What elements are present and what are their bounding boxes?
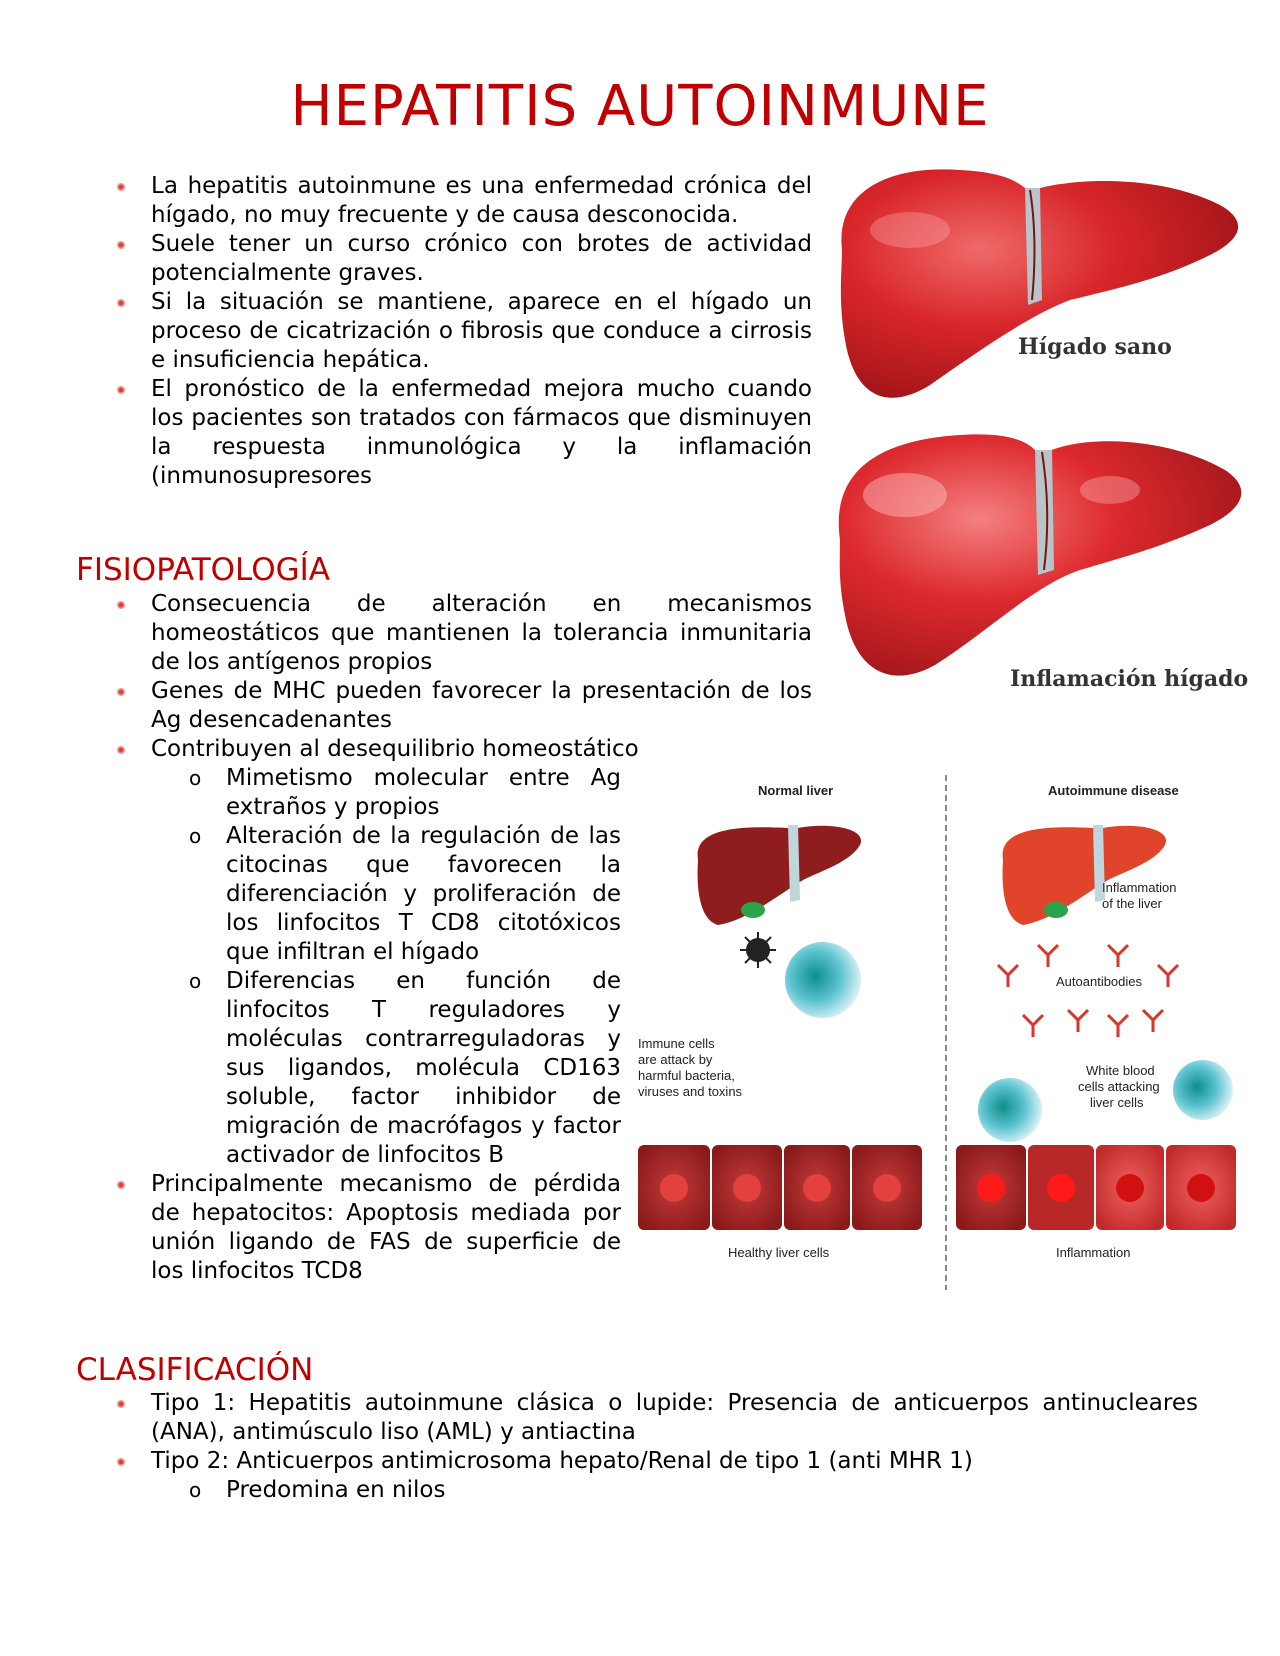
list-item: Tipo 1: Hepatitis autoinmune clásica o lupide: Presencia de anticuerpos antinucleares (ANA), antimúsculo liso (AML) y antiactina [76,1389,1198,1447]
red-dot-bullet-icon [114,1170,128,1199]
healthy-liver-cells-icon [638,1145,922,1230]
red-dot-bullet-icon [114,375,128,404]
healthy-liver-icon [841,169,1238,397]
sub-list [76,1476,1198,1505]
circle-bullet-icon: o [189,969,202,993]
immune-label-2: are attack by [638,1052,713,1067]
red-dot-bullet-icon [114,230,128,259]
normal-liver-title: Normal liver [758,783,834,798]
normal-liver-icon [698,825,862,925]
section-heading-fisiopatologia: FISIOPATOLOGÍA [76,552,330,588]
autoimmune-diagram [638,770,1258,1290]
liver-illustration [830,160,1260,708]
immune-label-1: Immune cells [638,1036,715,1051]
red-dot-bullet-icon [114,288,128,317]
sub-list [76,764,621,1170]
circle-bullet-icon: o [189,824,202,848]
wbc-label-2: cells attacking [1078,1079,1160,1094]
red-dot-bullet-icon [114,735,128,764]
section-heading-clasificacion: CLASIFICACIÓN [76,1352,314,1388]
red-dot-bullet-icon [114,677,128,706]
wbc-label-1: White blood [1086,1063,1155,1078]
immune-cell-icon [740,932,861,1018]
wbc-label-3: liver cells [1090,1095,1144,1110]
immune-label-4: viruses and toxins [638,1084,743,1099]
intro-list [76,172,812,491]
red-dot-bullet-icon [114,590,128,619]
autoantibody-icon [998,945,1178,1037]
red-dot-bullet-icon [114,1447,128,1476]
page-title: HEPATITIS AUTOINMUNE [290,74,990,139]
autoantibodies-label: Autoantibodies [1056,974,1143,989]
list-item: Contribuyen al desequilibrio homeostático [76,735,812,764]
sub-list-item: o Diferencias en función de linfocitos T reguladores y moléculas contrarreguladoras y sus ligandos, molécula CD163 soluble, factor inhibidor de migración de macrófagos y factor activador de linfocitos B [189,968,621,1168]
sublist-container [76,1476,1198,1505]
clasif-list [76,1389,1198,1505]
immune-label-3: harmful bacteria, [638,1068,735,1083]
liver-comparison-image [830,160,1260,708]
inflammation-label-1: Inflammation [1102,880,1177,895]
sub-list-item: o Alteración de la regulación de las citocinas que favorecen la diferenciación y proliferación de los linfocitos T CD8 citotóxicos que infiltran el hígado [189,823,621,965]
list-item: Suele tener un curso crónico con brotes de actividad potencialmente graves. [76,230,812,288]
inflamed-liver-icon [839,434,1242,675]
list-item: Consecuencia de alteración en mecanismos homeostáticos que mantienen la tolerancia inmunitaria de los antígenos propios [76,590,812,677]
sub-list-item: o Mimetismo molecular entre Ag extraños y propios [189,765,621,820]
circle-bullet-icon: o [189,1478,202,1502]
fisio-list-top [76,590,812,764]
healthy-liver-label: Hígado sano [1018,334,1172,360]
inflammation-label-2: of the liver [1102,896,1162,911]
list-item: El pronóstico de la enfermedad mejora mucho cuando los pacientes son tratados con fármacos que disminuyen la respuesta inmunológica y la inflamación (inmunosupresores [76,375,812,491]
list-item: Genes de MHC pueden favorecer la presentación de los Ag desencadenantes [76,677,812,735]
inflammation-cells-label: Inflammation [1056,1245,1131,1260]
list-item: Principalmente mecanismo de pérdida de hepatocitos: Apoptosis mediada por unión ligando de FAS de superficie de los linfocitos TCD8 [76,1170,621,1286]
red-dot-bullet-icon [114,1389,128,1418]
fisio-list-bottom [76,764,621,1286]
sub-list-item: o Predomina en nilos [189,1477,446,1503]
normal-vs-autoimmune-diagram [638,770,1258,1290]
list-item: La hepatitis autoinmune es una enfermedad crónica del hígado, no muy frecuente y de causa desconocida. [76,172,812,230]
circle-bullet-icon: o [189,766,202,790]
red-dot-bullet-icon [114,172,128,201]
inflamed-liver-label: Inflamación hígado [1010,666,1249,692]
autoimmune-title: Autoimmune disease [1048,783,1179,798]
sublist-container [76,764,621,1170]
list-item: Tipo 2: Anticuerpos antimicrosoma hepato/Renal de tipo 1 (anti MHR 1) [76,1447,1198,1476]
inflamed-liver-cells-icon [956,1145,1236,1230]
healthy-cells-label: Healthy liver cells [728,1245,830,1260]
list-item: Si la situación se mantiene, aparece en el hígado un proceso de cicatrización o fibrosis que conduce a cirrosis e insuficiencia hepática. [76,288,812,375]
